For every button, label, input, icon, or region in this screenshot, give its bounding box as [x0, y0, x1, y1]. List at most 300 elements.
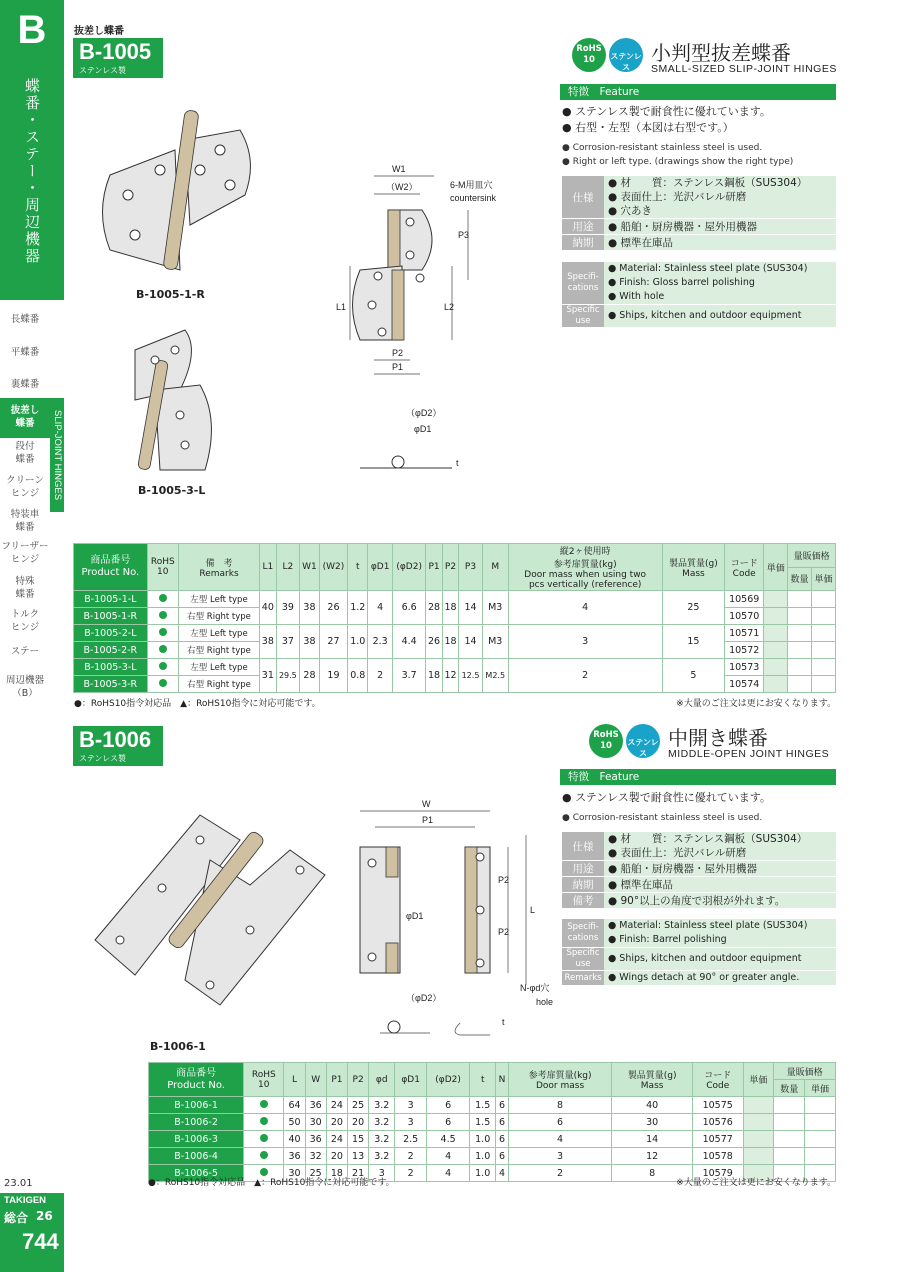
sidebar-item[interactable]: トルク ヒンジ: [10, 609, 40, 633]
spec-cell: 15: [662, 625, 724, 659]
table-row: [74, 625, 836, 642]
table-header: t: [348, 544, 368, 591]
spec-cell: 2.5: [395, 1131, 427, 1148]
dim-p1: P1: [422, 815, 434, 825]
hinge-photo-1005-3-l: [125, 320, 225, 480]
feature-item: ● 右型・左型（本図は右型です。）: [562, 121, 734, 134]
spec-key: Specifi- cations: [562, 262, 604, 305]
spec-cell: 6: [496, 1097, 509, 1114]
table-row: [149, 1148, 836, 1165]
brand-name: TAKIGEN: [4, 1195, 47, 1206]
bulk-price-cell: [811, 591, 835, 608]
price-cell: [743, 1114, 774, 1131]
table-header: P3: [459, 544, 483, 591]
dim-t: t: [502, 1017, 505, 1027]
spec-cell: 32: [305, 1148, 326, 1165]
spec-value: ● Ships, kitchen and outdoor equipment: [604, 948, 836, 971]
spec-cell: 2: [395, 1165, 427, 1182]
bulk-price-cell: [811, 676, 835, 693]
spec-cell: 1.0: [470, 1165, 496, 1182]
spec-cell: 19: [319, 659, 347, 693]
spec-cell: 31: [260, 659, 276, 693]
features-en: [562, 811, 762, 825]
sidebar-item[interactable]: ステー: [10, 646, 40, 657]
hinge-photo-1005-1-r: [90, 100, 260, 280]
spec-cell: 38: [300, 591, 320, 625]
spec-cell: 36: [284, 1148, 305, 1165]
catalog-version: 23.01: [4, 1178, 33, 1189]
table-header: P2: [348, 1063, 369, 1097]
stainless-badge: ステンレス: [609, 38, 643, 72]
sidebar-item[interactable]: 特殊 蝶番: [15, 576, 35, 600]
spec-cell: 12: [612, 1148, 693, 1165]
spec-cell: 1.2: [348, 591, 368, 625]
table-header: L: [284, 1063, 305, 1097]
section-letter-block: [0, 0, 64, 300]
spec-cell: M3: [482, 591, 508, 625]
spec-cell: 4: [508, 1131, 612, 1148]
product-number: B-1006-3: [149, 1131, 244, 1148]
spec-cell: 3: [369, 1165, 395, 1182]
remarks: 右型 Right type: [178, 642, 259, 659]
spec-cell: 10579: [692, 1165, 743, 1182]
rohs-mark: [147, 608, 178, 625]
dim-hole-en: hole: [536, 997, 554, 1007]
spec-cell: 36: [305, 1097, 326, 1114]
table-header: M: [482, 544, 508, 591]
rohs-mark: [244, 1131, 284, 1148]
spec-table-jp: [562, 832, 836, 909]
product-image-label: B-1005-1-R: [136, 288, 205, 301]
spec-cell: 64: [284, 1097, 305, 1114]
dim-w1: W1: [392, 164, 406, 174]
spec-cell: 39: [276, 591, 300, 625]
bulk-qty-cell: [774, 1097, 805, 1114]
dim-hole: 6-M用皿穴: [450, 180, 493, 190]
table-header: RoHS 10: [244, 1063, 284, 1097]
spec-cell: 2: [508, 659, 662, 693]
table-header: 備 考 Remarks: [178, 544, 259, 591]
price-cell: [764, 659, 788, 676]
code-cell: 10574: [725, 676, 764, 693]
rohs-mark: [244, 1097, 284, 1114]
product-number: B-1006-2: [149, 1114, 244, 1131]
spec-cell: 29.5: [276, 659, 300, 693]
spec-cell: 6.6: [392, 591, 425, 625]
spec-cell: 40: [612, 1097, 693, 1114]
bulk-qty-cell: [774, 1114, 805, 1131]
product-image-label: B-1006-1: [150, 1040, 206, 1053]
bulk-price-cell: [811, 625, 835, 642]
code-cell: 10571: [725, 625, 764, 642]
product-image-label: B-1005-3-L: [138, 484, 206, 497]
spec-cell: 26: [426, 625, 442, 659]
spec-cell: 2: [368, 659, 393, 693]
spec-cell: 10576: [692, 1114, 743, 1131]
product-title-en: MIDDLE-OPEN JOINT HINGES: [668, 748, 830, 760]
spec-value: ● 船舶・厨房機器・屋外用機器: [604, 219, 836, 235]
spec-cell: 26: [319, 591, 347, 625]
footer-brand-block: [0, 1193, 64, 1272]
bulk-price-cell: [811, 642, 835, 659]
table-header: コード Code: [725, 544, 764, 591]
code-cell: 10573: [725, 659, 764, 676]
spec-row: [562, 235, 836, 251]
remarks: 左型 Left type: [178, 625, 259, 642]
code-cell: 10572: [725, 642, 764, 659]
dim-l2: L2: [444, 302, 455, 312]
dim-t: t: [456, 458, 459, 468]
table-header: φd: [369, 1063, 395, 1097]
spec-value: ● 標準在庫品: [604, 235, 836, 251]
rohs-mark: [244, 1148, 284, 1165]
dim-p3: P3: [458, 230, 470, 240]
page-number: 744: [22, 1229, 59, 1254]
stainless-badge: ステンレス: [626, 724, 660, 758]
spec-value: ● Material: Stainless steel plate (SUS304) ● Finish: Gloss barrel polishing ● With hole: [604, 262, 836, 305]
rohs-mark: [147, 642, 178, 659]
bulk-qty-cell: [788, 676, 812, 693]
table-header: W: [305, 1063, 326, 1097]
bulk-note: ※大量のご注文は更にお安くなります。: [676, 699, 836, 709]
spec-cell: 15: [348, 1131, 369, 1148]
dim-p1: P1: [392, 362, 404, 372]
spec-key: 用途: [562, 219, 604, 235]
spec-key: Specifi- cations: [562, 919, 604, 948]
price-cell: [764, 591, 788, 608]
product-table-1005: [73, 543, 836, 693]
feature-item: ● ステンレス製で耐食性に優れています。: [562, 791, 771, 804]
spec-cell: 4: [508, 591, 662, 625]
spec-cell: 14: [612, 1131, 693, 1148]
product-title-jp: 中開き蝶番: [668, 726, 768, 750]
table-header: 製品質量(g) Mass: [612, 1063, 693, 1097]
spec-cell: 13: [348, 1148, 369, 1165]
spec-cell: M3: [482, 625, 508, 659]
spec-cell: 0.8: [348, 659, 368, 693]
spec-table-en: [562, 262, 836, 328]
spec-cell: 4: [427, 1165, 470, 1182]
bulk-price-cell: [811, 659, 835, 676]
rohs-badge-label: RoHS: [576, 44, 602, 54]
sidebar-item[interactable]: クリーン ヒンジ: [6, 475, 44, 499]
rohs-mark: [147, 659, 178, 676]
spec-cell: 18: [442, 625, 458, 659]
spec-cell: 12.5: [459, 659, 483, 693]
spec-cell: 4: [496, 1165, 509, 1182]
spec-cell: 38: [300, 625, 320, 659]
product-number: B-1005-2-L: [74, 625, 148, 642]
bulk-qty-cell: [788, 642, 812, 659]
spec-cell: 4.5: [427, 1131, 470, 1148]
sidebar-item[interactable]: フリーザー ヒンジ: [1, 541, 49, 565]
spec-cell: 6: [496, 1114, 509, 1131]
spec-key: Specific use: [562, 948, 604, 971]
table-header: 単価: [743, 1063, 774, 1097]
spec-cell: 6: [427, 1114, 470, 1131]
spec-value: ● 標準在庫品: [604, 877, 836, 893]
table-header: (φD2): [427, 1063, 470, 1097]
section-letter: B: [17, 8, 47, 52]
spec-key: 仕様: [562, 176, 604, 219]
rohs-badge-number: 10: [600, 741, 612, 751]
table-header: t: [470, 1063, 496, 1097]
spec-cell: 24: [326, 1097, 347, 1114]
product-code-block: [73, 726, 163, 766]
table-header: (φD2): [392, 544, 425, 591]
spec-value: ● 90°以上の角度で羽根が外れます。: [604, 893, 836, 909]
code-cell: 10570: [725, 608, 764, 625]
spec-cell: 3: [508, 1148, 612, 1165]
table-header: P2: [442, 544, 458, 591]
product-number: B-1006-4: [149, 1148, 244, 1165]
spec-cell: 14: [459, 625, 483, 659]
spec-cell: 8: [612, 1165, 693, 1182]
spec-cell: 5: [662, 659, 724, 693]
bulk-price-cell: [805, 1097, 836, 1114]
sidebar-item-label: 抜差し 蝶番: [10, 405, 40, 429]
technical-drawing-1006: [350, 795, 570, 1025]
feature-item-en: ● Right or left type. (drawings show the right type): [562, 157, 794, 167]
remarks: 左型 Left type: [178, 591, 259, 608]
spec-table-en: [562, 919, 836, 986]
spec-cell: 50: [284, 1114, 305, 1131]
price-cell: [764, 642, 788, 659]
spec-cell: 20: [348, 1114, 369, 1131]
sidebar-active-vertical: SLIP-JOINT HINGES: [50, 398, 64, 512]
rohs-mark: [147, 625, 178, 642]
table-row: [74, 591, 836, 608]
spec-value: ● Ships, kitchen and outdoor equipment: [604, 305, 836, 328]
bulk-qty-cell: [788, 591, 812, 608]
bulk-qty-cell: [774, 1148, 805, 1165]
spec-cell: 25: [305, 1165, 326, 1182]
spec-cell: 30: [305, 1114, 326, 1131]
bulk-price-cell: [811, 608, 835, 625]
spec-cell: 6: [508, 1114, 612, 1131]
product-number: B-1005-3-L: [74, 659, 148, 676]
dim-l1: L1: [336, 302, 347, 312]
dim-w2: （W2）: [386, 182, 418, 192]
code-cell: 10569: [725, 591, 764, 608]
category-label: 抜差し蝶番: [74, 26, 124, 37]
spec-cell: 38: [260, 625, 276, 659]
features-jp: [562, 790, 771, 806]
spec-cell: 2.3: [368, 625, 393, 659]
spec-row: [562, 219, 836, 235]
feature-bar: 特徴 Feature: [560, 84, 836, 100]
remarks: 右型 Right type: [178, 608, 259, 625]
dim-p2: P2: [392, 348, 404, 358]
spec-cell: 3.2: [369, 1114, 395, 1131]
bulk-qty-cell: [788, 608, 812, 625]
dim-p2: P2: [498, 875, 510, 885]
table-header: 商品番号 Product No.: [149, 1063, 244, 1097]
product-title-jp: 小判型抜差蝶番: [651, 41, 791, 65]
table-row: [149, 1097, 836, 1114]
sidebar-item[interactable]: 特装車 蝶番: [10, 509, 40, 533]
spec-cell: 8: [508, 1097, 612, 1114]
dim-d1: φD1: [406, 911, 424, 921]
price-cell: [764, 676, 788, 693]
dim-p2: P2: [498, 927, 510, 937]
spec-cell: 30: [612, 1114, 693, 1131]
product-material: ステンレス製: [79, 754, 126, 763]
spec-cell: 10578: [692, 1148, 743, 1165]
sidebar-item[interactable]: 周辺機器 （B）: [5, 675, 44, 699]
sidebar-item-active[interactable]: [0, 398, 50, 438]
dim-d2: （φD2）: [406, 993, 442, 1003]
spec-cell: 40: [260, 591, 276, 625]
spec-cell: 21: [348, 1165, 369, 1182]
sidebar-item[interactable]: 裏蝶番: [10, 379, 40, 390]
spec-cell: 3.2: [369, 1131, 395, 1148]
spec-cell: 25: [348, 1097, 369, 1114]
dim-hole-en: countersink: [450, 193, 497, 203]
spec-key: 用途: [562, 861, 604, 877]
spec-value: ● Wings detach at 90° or greater angle.: [604, 971, 836, 986]
spec-key: Remarks: [562, 971, 604, 986]
rohs-badge-number: 10: [583, 55, 595, 65]
catalog-name: 総合: [4, 1211, 29, 1225]
spec-row: [562, 948, 836, 971]
spec-row: [562, 919, 836, 948]
table-header: W1: [300, 544, 320, 591]
bulk-note: ※大量のご注文は更にお安くなります。: [676, 1178, 836, 1188]
spec-key: 納期: [562, 235, 604, 251]
spec-row: [562, 176, 836, 219]
table-subheader: 単価: [811, 567, 835, 591]
bulk-qty-cell: [788, 659, 812, 676]
rohs-note: ●：RoHS10指令対応品 ▲：RoHS10指令に対応可能です。: [148, 1178, 395, 1188]
spec-cell: 24: [326, 1131, 347, 1148]
spec-cell: 1.0: [470, 1131, 496, 1148]
feature-item: ● ステンレス製で耐食性に優れています。: [562, 105, 771, 118]
product-number: B-1005-1-L: [74, 591, 148, 608]
dim-d2: （φD2）: [406, 408, 442, 418]
dim-hole: N-φd穴: [520, 983, 550, 993]
spec-cell: 25: [662, 591, 724, 625]
table-header: RoHS 10: [147, 544, 178, 591]
rohs-badge: [589, 724, 623, 758]
spec-cell: 4: [368, 591, 393, 625]
table-header: L2: [276, 544, 300, 591]
spec-cell: 3.2: [369, 1097, 395, 1114]
spec-value: ● 材 質：ステンレス鋼板（SUS304） ● 表面仕上：光沢バレル研磨 ● 穴あき: [604, 176, 836, 219]
table-header: φD1: [395, 1063, 427, 1097]
spec-cell: 14: [459, 591, 483, 625]
spec-cell: 40: [284, 1131, 305, 1148]
spec-cell: 30: [284, 1165, 305, 1182]
spec-cell: 10575: [692, 1097, 743, 1114]
table-header: P1: [326, 1063, 347, 1097]
table-subheader: 数量: [788, 567, 812, 591]
sidebar-item[interactable]: 長蝶番: [10, 314, 40, 325]
table-row: [149, 1131, 836, 1148]
spec-row: [562, 971, 836, 986]
table-row: [149, 1114, 836, 1131]
spec-cell: 4: [427, 1148, 470, 1165]
spec-cell: 20: [326, 1114, 347, 1131]
spec-cell: 3: [395, 1097, 427, 1114]
spec-cell: 36: [305, 1131, 326, 1148]
dim-w: W: [422, 799, 431, 809]
spec-cell: 3: [508, 625, 662, 659]
sidebar: [0, 0, 64, 1272]
table-header: 量販価格: [774, 1063, 836, 1080]
spec-cell: 28: [300, 659, 320, 693]
remarks: 左型 Left type: [178, 659, 259, 676]
feature-item-en: ● Corrosion-resistant stainless steel is used.: [562, 813, 763, 823]
sidebar-item[interactable]: 平蝶番: [10, 347, 40, 358]
price-cell: [764, 625, 788, 642]
spec-cell: 6: [496, 1131, 509, 1148]
sidebar-item[interactable]: 段付 蝶番: [15, 441, 35, 465]
table-header: 参考扉質量(kg) Door mass: [508, 1063, 612, 1097]
spec-cell: 6: [427, 1097, 470, 1114]
features-jp: [562, 104, 771, 136]
rohs-mark: [244, 1114, 284, 1131]
spec-row: [562, 832, 836, 861]
table-header-row: [149, 1063, 836, 1080]
table-subheader: 数量: [774, 1080, 805, 1097]
table-header: φD1: [368, 544, 393, 591]
price-cell: [743, 1131, 774, 1148]
rohs-badge: [572, 38, 606, 72]
hinge-photo-1006-1: [90, 800, 330, 1030]
bulk-price-cell: [805, 1148, 836, 1165]
spec-cell: 27: [319, 625, 347, 659]
spec-row: [562, 305, 836, 328]
section-category: 蝶番・ステー・周辺機器: [23, 78, 41, 265]
spec-row: [562, 893, 836, 909]
remarks: 右型 Right type: [178, 676, 259, 693]
spec-cell: 3.7: [392, 659, 425, 693]
rohs-note: ●：RoHS10指令対応品 ▲：RoHS10指令に対応可能です。: [74, 699, 321, 709]
table-header: コード Code: [692, 1063, 743, 1097]
feature-item-en: ● Corrosion-resistant stainless steel is used.: [562, 143, 763, 153]
spec-cell: 10577: [692, 1131, 743, 1148]
spec-cell: 2: [395, 1148, 427, 1165]
rohs-mark: [147, 676, 178, 693]
spec-row: [562, 861, 836, 877]
spec-cell: 20: [326, 1148, 347, 1165]
product-code: B-1005: [79, 39, 152, 64]
table-header: 製品質量(g) Mass: [662, 544, 724, 591]
spec-value: ● 船舶・厨房機器・屋外用機器: [604, 861, 836, 877]
table-header: 縦2ヶ使用時 参考扉質量(kg) Door mass when using two pcs vertically (reference): [508, 544, 662, 591]
table-header: N: [496, 1063, 509, 1097]
spec-key: 備考: [562, 893, 604, 909]
dim-l: L: [530, 905, 536, 915]
spec-cell: 28: [426, 591, 442, 625]
product-number: B-1006-5: [149, 1165, 244, 1182]
spec-cell: 12: [442, 659, 458, 693]
spec-cell: 2: [508, 1165, 612, 1182]
spec-cell: M2.5: [482, 659, 508, 693]
spec-cell: 1.0: [348, 625, 368, 659]
table-header: 量販価格: [788, 544, 836, 568]
product-code-block: [73, 38, 163, 78]
spec-cell: 4.4: [392, 625, 425, 659]
features-en: [562, 141, 793, 169]
feature-bar: 特徴 Feature: [560, 769, 836, 785]
product-material: ステンレス製: [79, 66, 126, 75]
spec-value: ● Material: Stainless steel plate (SUS304) ● Finish: Barrel polishing: [604, 919, 836, 948]
spec-cell: 18: [442, 591, 458, 625]
spec-cell: 18: [326, 1165, 347, 1182]
spec-table-jp: [562, 176, 836, 251]
